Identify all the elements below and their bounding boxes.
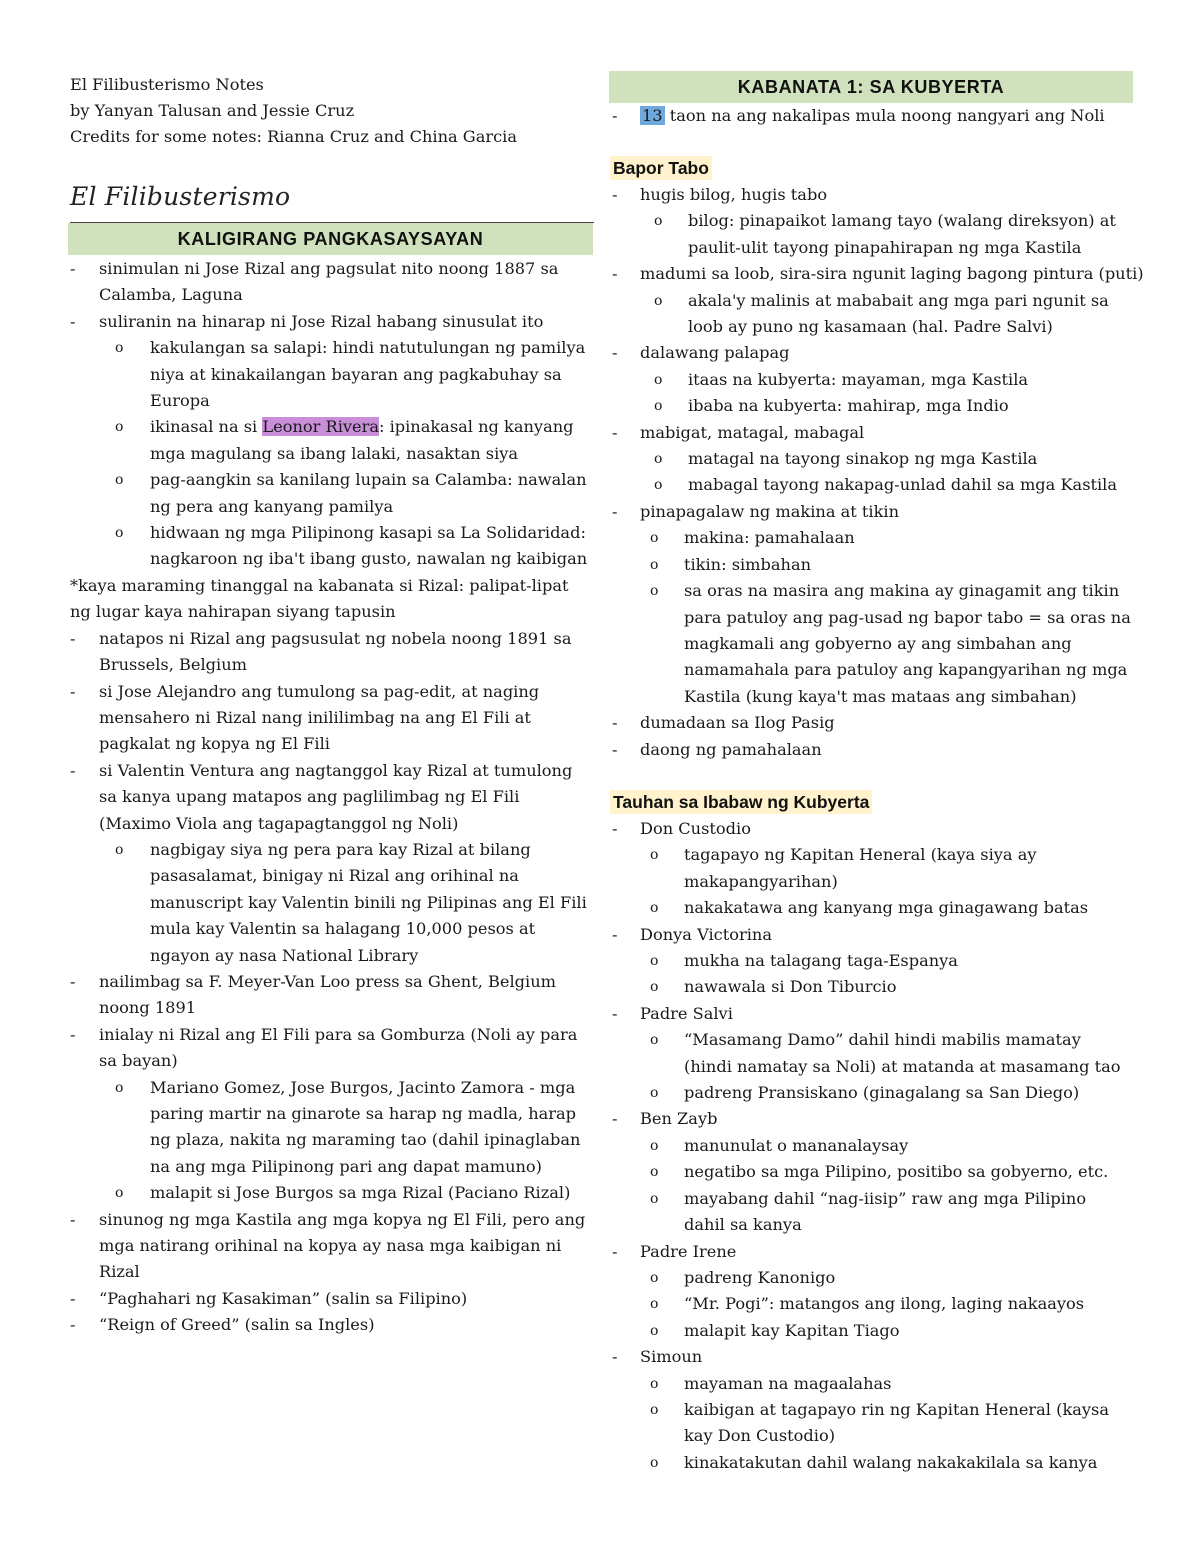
list-item-cont: (Maximo Viola ang tagapagtanggol ng Noli) bbox=[99, 813, 459, 833]
list-item-cont: Brussels, Belgium bbox=[99, 655, 247, 675]
list-item-cont: mensahero ni Rizal nang inililimbag na ang El Fili at bbox=[99, 707, 531, 727]
sub-item-cont: dahil sa kanya bbox=[684, 1215, 802, 1235]
sub-item: o matagal na tayong sinakop ng mga Kastila bbox=[654, 449, 1038, 469]
sub-item: o malapit si Jose Burgos sa mga Rizal (Paciano Rizal) bbox=[115, 1183, 571, 1203]
document-header bbox=[70, 72, 517, 150]
section-bar-kaligiran: KALIGIRANG PANGKASAYSAYAN bbox=[68, 223, 593, 255]
sub-item: o ikinasal na si Leonor Rivera: ipinakasal ng kanyang bbox=[115, 417, 574, 437]
list-item: - mabigat, matagal, mabagal bbox=[612, 422, 865, 442]
list-item: - nailimbag sa F. Meyer-Van Loo press sa Ghent, Belgium bbox=[70, 971, 556, 991]
list-item: - Ben Zayb bbox=[612, 1109, 718, 1129]
subheading-bapor-tabo: Bapor Tabo bbox=[610, 156, 712, 180]
list-item: - dalawang palapag bbox=[612, 343, 790, 363]
sub-item: o bilog: pinapaikot lamang tayo (walang direksyon) at bbox=[654, 211, 1116, 231]
kabanata-intro bbox=[612, 103, 1152, 129]
sub-item: o tagapayo ng Kapitan Heneral (kaya siya ay bbox=[650, 845, 1037, 865]
sub-item-cont: paulit-ulit tayong pinapahirapan ng mga Kastila bbox=[688, 237, 1082, 257]
sub-item: o negatibo sa mga Pilipino, positibo sa gobyerno, etc. bbox=[650, 1162, 1109, 1182]
sub-item: o Mariano Gomez, Jose Burgos, Jacinto Zamora - mga bbox=[115, 1077, 576, 1097]
sub-item-cont: loob ay puno ng kasamaan (hal. Padre Salvi) bbox=[688, 317, 1053, 337]
sub-item: o mabagal tayong nakapag-unlad dahil sa mga Kastila bbox=[654, 475, 1118, 495]
sub-item: o kakulangan sa salapi: hindi natutulungan ng pamilya bbox=[115, 338, 586, 358]
sub-item-cont: magkamali ang gobyerno ay ang simbahan ang bbox=[684, 633, 1072, 653]
sub-item-cont: ngayon ay nasa National Library bbox=[150, 945, 419, 965]
list-item-cont: sa kanya upang matapos ang paglilimbag ng El Fili bbox=[99, 787, 520, 807]
sub-item: o makina: pamahalaan bbox=[650, 528, 855, 548]
sub-item-cont: mula kay Valentin sa halagang 10,000 pesos at bbox=[150, 919, 536, 939]
sub-item: o nagbigay siya ng pera para kay Rizal at bilang bbox=[115, 839, 531, 859]
list-item: - Don Custodio bbox=[612, 819, 751, 838]
list-item-cont: pagkalat ng kopya ng El Fili bbox=[99, 734, 330, 754]
list-item: - Padre Irene bbox=[612, 1241, 737, 1261]
sub-item: o tikin: simbahan bbox=[650, 554, 812, 574]
highlight-13: 13 bbox=[642, 106, 663, 125]
subheading-tauhan: Tauhan sa Ibabaw ng Kubyerta bbox=[610, 790, 872, 814]
sub-item: o mayabang dahil “nag-iisip” raw ang mga Pilipino bbox=[650, 1188, 1087, 1208]
header-credits: Credits for some notes: Rianna Cruz and China Garcia bbox=[70, 127, 518, 146]
highlight-leonor-rivera: Leonor Rivera bbox=[262, 417, 379, 437]
sub-item: o ibaba na kubyerta: mahirap, mga Indio bbox=[654, 396, 1009, 416]
note-line: ng lugar kaya nahirapan siyang tapusin bbox=[70, 602, 396, 622]
sub-item-cont: Kastila (kung kaya't mas mataas ang simbahan) bbox=[684, 686, 1077, 706]
sub-item: o kinakatakutan dahil walang nakakakilala sa kanya bbox=[650, 1452, 1098, 1472]
sub-item-cont: Europa bbox=[150, 391, 210, 411]
header-title: El Filibusterismo Notes bbox=[70, 75, 264, 94]
list-item: - madumi sa loob, sira-sira ngunit laging bagong pintura (puti) bbox=[612, 264, 1144, 284]
header-authors: by Yanyan Talusan and Jessie Cruz bbox=[70, 101, 355, 120]
list-item: - Simoun bbox=[612, 1347, 703, 1367]
sub-item: o nawawala si Don Tiburcio bbox=[650, 977, 897, 997]
sub-item: o padreng Pransiskano (ginagalang sa San Diego) bbox=[650, 1083, 1080, 1103]
sub-item: o manunulat o mananalaysay bbox=[650, 1135, 909, 1155]
list-item-cont: Calamba, Laguna bbox=[99, 285, 243, 305]
sub-item: o “Masamang Damo” dahil hindi mabilis mamatay bbox=[650, 1030, 1081, 1050]
list-item: - sinimulan ni Jose Rizal ang pagsulat nito noong 1887 sa bbox=[70, 259, 559, 278]
doc-title: El Filibusterismo bbox=[70, 182, 291, 211]
sub-item-cont: para patuloy ang pag-usad ng bapor tabo = sa oras na bbox=[684, 607, 1131, 627]
note-line: *kaya maraming tinanggal na kabanata si Rizal: palipat-lipat bbox=[70, 575, 569, 595]
sub-item-cont: manuscript kay Valentin binili ng Pilipinas ang El Fili bbox=[150, 892, 587, 912]
sub-item: o pag-aangkin sa kanilang lupain sa Calamba: nawalan bbox=[115, 470, 587, 490]
sub-item-cont: makapangyarihan) bbox=[684, 871, 838, 891]
section-bar-kabanata-1: KABANATA 1: SA KUBYERTA bbox=[609, 71, 1133, 103]
list-item-cont: noong 1891 bbox=[99, 998, 197, 1018]
sub-item: o itaas na kubyerta: mayaman, mga Kastila bbox=[654, 369, 1029, 389]
list-item: - “Reign of Greed” (salin sa Ingles) bbox=[70, 1315, 375, 1335]
list-item: - pinapagalaw ng makina at tikin bbox=[612, 501, 900, 521]
list-item: - daong ng pamahalaan bbox=[612, 739, 822, 759]
list-item: - Donya Victorina bbox=[612, 924, 772, 944]
list-item: - si Jose Alejandro ang tumulong sa pag-edit, at naging bbox=[70, 681, 540, 701]
list-item: - Padre Salvi bbox=[612, 1003, 733, 1023]
sub-item-cont: pasasalamat, binigay ni Rizal ang orihinal na bbox=[150, 866, 519, 886]
sub-item: o mayaman na magaalahas bbox=[650, 1373, 892, 1393]
list-item: - sinunog ng mga Kastila ang mga kopya ng El Fili, pero ang bbox=[70, 1209, 586, 1229]
sub-item: o malapit kay Kapitan Tiago bbox=[650, 1320, 900, 1340]
kaligiran-list bbox=[70, 256, 595, 1339]
sub-item-cont: (hindi namatay sa Noli) at matanda at masamang tao bbox=[684, 1056, 1121, 1076]
sub-item: o padreng Kanonigo bbox=[650, 1267, 836, 1287]
list-item: - dumadaan sa Ilog Pasig bbox=[612, 713, 835, 733]
sub-item: o nakakatawa ang kanyang mga ginagawang batas bbox=[650, 898, 1089, 918]
sub-item-cont: mga magulang sa ibang lalaki, nasaktan siya bbox=[150, 443, 519, 463]
sub-item: o mukha na talagang taga-Espanya bbox=[650, 951, 958, 971]
list-item: - si Valentin Ventura ang nagtanggol kay Rizal at tumulong bbox=[70, 760, 573, 780]
sub-item-cont: namamahala para patuloy ang kapangyarihan ng mga bbox=[684, 660, 1128, 680]
sub-item-cont: ng pera ang kanyang pamilya bbox=[150, 496, 394, 516]
sub-item: o kaibigan at tagapayo rin ng Kapitan Heneral (kaysa bbox=[650, 1399, 1110, 1419]
list-item: - inialay ni Rizal ang El Fili para sa Gomburza (Noli ay para bbox=[70, 1024, 578, 1044]
tauhan-list bbox=[612, 816, 1152, 1476]
list-item: - 13 taon na ang nakalipas mula noong nangyari ang Noli bbox=[612, 106, 1105, 125]
list-item-cont: mga natirang orihinal na kopya ay nasa mga kaibigan ni bbox=[99, 1236, 562, 1256]
list-item: - natapos ni Rizal ang pagsusulat ng nobela noong 1891 sa bbox=[70, 628, 572, 648]
sub-item: o sa oras na masira ang makina ay ginagamit ang tikin bbox=[650, 581, 1120, 601]
bapor-tabo-list bbox=[612, 182, 1152, 763]
sub-item: o hidwaan ng mga Pilipinong kasapi sa La Solidaridad: bbox=[115, 523, 586, 543]
sub-item: o akala'y malinis at mababait ang mga pari ngunit sa bbox=[654, 290, 1109, 310]
list-item: - “Paghahari ng Kasakiman” (salin sa Filipino) bbox=[70, 1288, 468, 1308]
sub-item-cont: ng plaza, nakita ng maraming tao (dahil ipinaglaban bbox=[150, 1130, 581, 1150]
sub-item: o “Mr. Pogi”: matangos ang ilong, laging nakaayos bbox=[650, 1294, 1085, 1314]
sub-item-cont: nagkaroon ng iba't ibang gusto, nawalan ng kaibigan bbox=[150, 549, 588, 569]
list-item: - suliranin na hinarap ni Jose Rizal habang sinusulat ito bbox=[70, 311, 544, 331]
list-item: - hugis bilog, hugis tabo bbox=[612, 185, 828, 204]
sub-item-cont: niya at kinakailangan bayaran ang pagkabuhay sa bbox=[150, 364, 562, 384]
sub-item-cont: paring martir na ginarote sa harap ng madla, harap bbox=[150, 1104, 577, 1123]
sub-item-cont: na ang mga Pilipinong pari ang dapat mamuno) bbox=[150, 1156, 542, 1176]
list-item-cont: Rizal bbox=[99, 1262, 140, 1282]
list-item-cont: sa bayan) bbox=[99, 1051, 178, 1071]
sub-item-cont: kay Don Custodio) bbox=[684, 1426, 836, 1446]
